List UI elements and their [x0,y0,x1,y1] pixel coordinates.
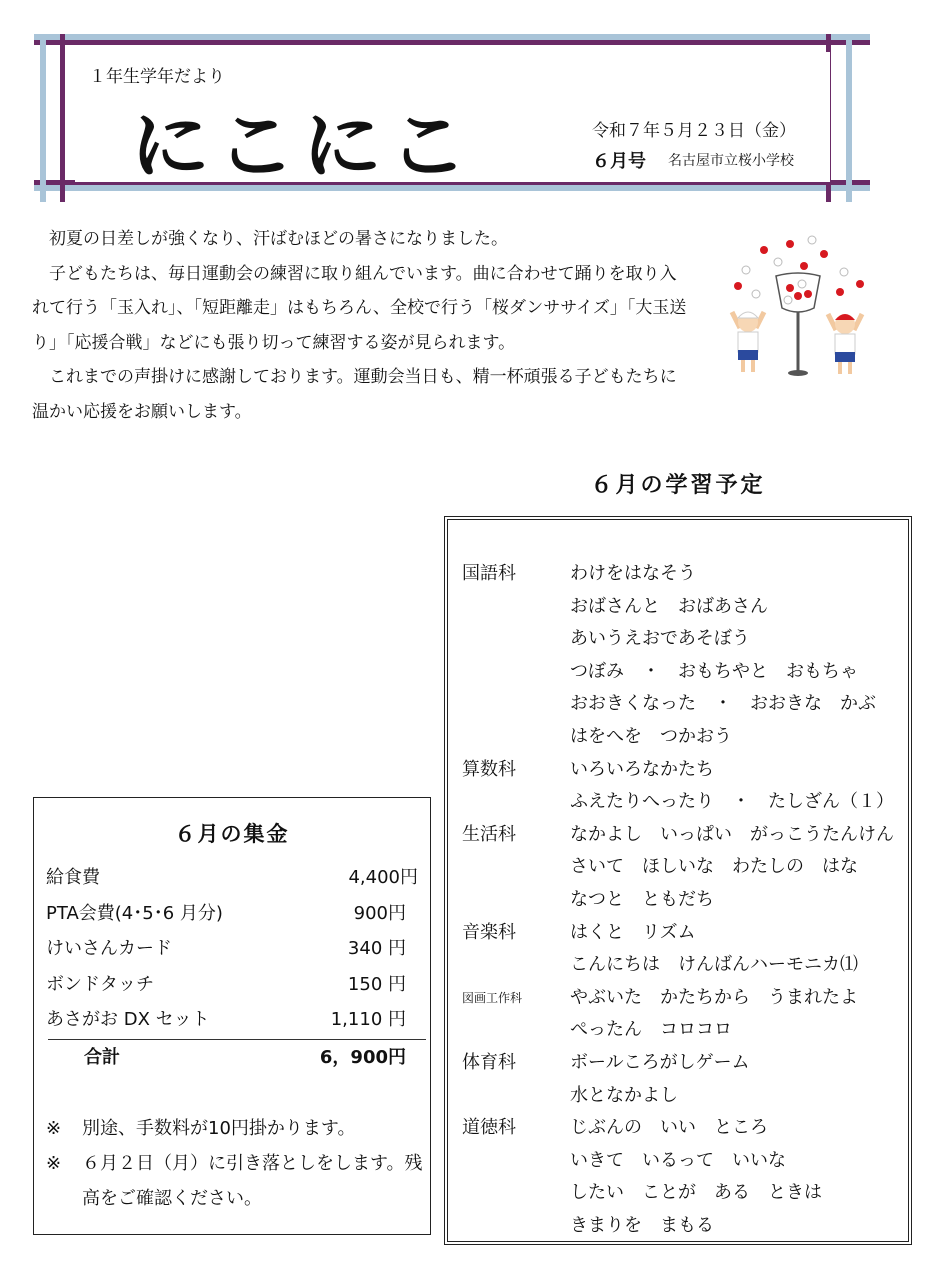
fee-total-row [84,1041,406,1075]
subject-topics [570,754,894,819]
topic-item: ボールころがしゲーム [570,1051,750,1073]
total-label: 合計 [84,1047,120,1068]
fee-notes [46,1111,426,1216]
tamaire-illustration [720,232,880,382]
note-item [46,1111,426,1146]
fee-amount: 4,400円 [348,867,418,888]
subject-name: 算数科 [462,758,516,780]
issue-number: ６月号 [592,151,646,172]
subject-name: 生活科 [462,823,516,845]
fee-title: ６月の集金 [174,822,290,846]
fee-label: けいさんカード [46,938,172,959]
note-mark: ※ [46,1118,62,1139]
note-text: ６月２日（月）に引き落としをします。残高をご確認ください。 [82,1153,423,1209]
subject-topics [570,558,876,754]
topic-item: ふえたりへったり ・ たしざん（１） [570,791,894,813]
fee-label: ボンドタッチ [46,973,154,995]
total-amount: 6，900円 [319,1047,406,1068]
school-name: 名古屋市立桜小学校 [668,153,794,169]
schedule-list [462,558,902,1242]
topic-item: おばさんと おばあさん [570,595,768,617]
topic-item: なかよし いっぱい がっこうたんけん [570,823,894,845]
fee-amount: 150 円 [347,973,406,995]
subject-name: 道徳科 [462,1117,516,1139]
topic-item: したい ことが ある ときは [570,1182,822,1204]
topic-item: 水となかよし [570,1084,678,1106]
total-divider [48,1039,426,1040]
subject-row [462,917,902,982]
topic-item: きまりを まもる [570,1214,714,1236]
fee-label: 給食費 [46,867,100,888]
newsletter-title: にこにこ [130,103,474,189]
fee-row [46,931,406,967]
schedule-box [444,516,912,1245]
topic-item: こんにちは けんばんハーモニカ⑴ [570,954,858,976]
intro-paragraph: 子どもたちは、毎日運動会の練習に取り組んでいます。曲に合わせて踊りを取り入れて行う「玉入れ」、「短距離走」はもちろん、全校で行う「桜ダンササイズ」「大玉送り」「応援合戦」などにも張り切って練習する姿が見られます。 [32,263,687,353]
fee-row [46,896,406,932]
intro-paragraph: これまでの声掛けに感謝しております。運動会当日も、精一杯頑張る子どもたちに温かい応援をお願いします。 [32,367,677,422]
topic-item: ぺったん コロコロ [570,1019,732,1041]
basket-icon [776,273,820,376]
fee-row [46,967,406,1003]
topic-item: じぶんの いい ところ [570,1117,768,1139]
fee-amount: 900円 [353,902,406,924]
subject-name: 図画工作科 [462,990,523,1005]
subject-name: 国語科 [462,563,516,584]
topic-item: はをへを つかおう [570,725,732,747]
subject-topics [570,917,858,982]
subject-topics [570,982,858,1047]
fee-row [46,1002,406,1038]
subject-row [462,819,902,917]
subject-name: 体育科 [462,1051,516,1073]
child-icon [828,314,862,374]
topic-item: おおきくなった ・ おおきな かぶ [570,693,876,715]
subject-name: 音楽科 [462,921,516,943]
topic-item: いろいろなかたち [570,758,714,780]
subject-topics [570,1047,750,1112]
fee-list [46,860,418,1038]
topic-item: いきて いるって いいな [570,1149,786,1171]
topic-item: はくと リズム [570,921,696,943]
issue-date: 令和７年５月２３日（金） [592,121,796,141]
child-icon [732,312,764,372]
newsletter-subtitle: １年生学年だより [89,67,225,87]
fee-box [33,797,431,1235]
fee-row [46,860,418,896]
topic-item: あいうえおであそぼう [570,628,750,650]
topic-item: わけをはなそう [570,563,696,584]
note-mark: ※ [46,1153,62,1174]
subject-topics [570,1112,822,1242]
topic-item: つぼみ ・ おもちやと おもちゃ [570,660,858,682]
subject-row [462,982,902,1047]
subject-row [462,1112,902,1242]
topic-item: なつと ともだち [570,888,714,910]
fee-label: あさがお DX セット [46,1009,210,1030]
fee-label: PTA会費(4･5･6 月分) [46,902,223,924]
intro-text [32,222,692,429]
subject-row [462,754,902,819]
subject-topics [570,819,894,917]
schedule-title: ６月の学習予定 [590,473,766,498]
topic-item: さいて ほしいな わたしの はな [570,856,858,878]
note-text: 別途、手数料が10円掛かります。 [82,1118,356,1139]
intro-paragraph: 初夏の日差しが強くなり、汗ばむほどの暑さになりました。 [49,229,508,249]
note-item [46,1146,426,1216]
subject-row [462,558,902,754]
fee-amount: 1,110 円 [330,1009,406,1030]
subject-row [462,1047,902,1112]
topic-item: やぶいた かたちから うまれたよ [570,986,858,1008]
fee-amount: 340 円 [347,938,406,959]
